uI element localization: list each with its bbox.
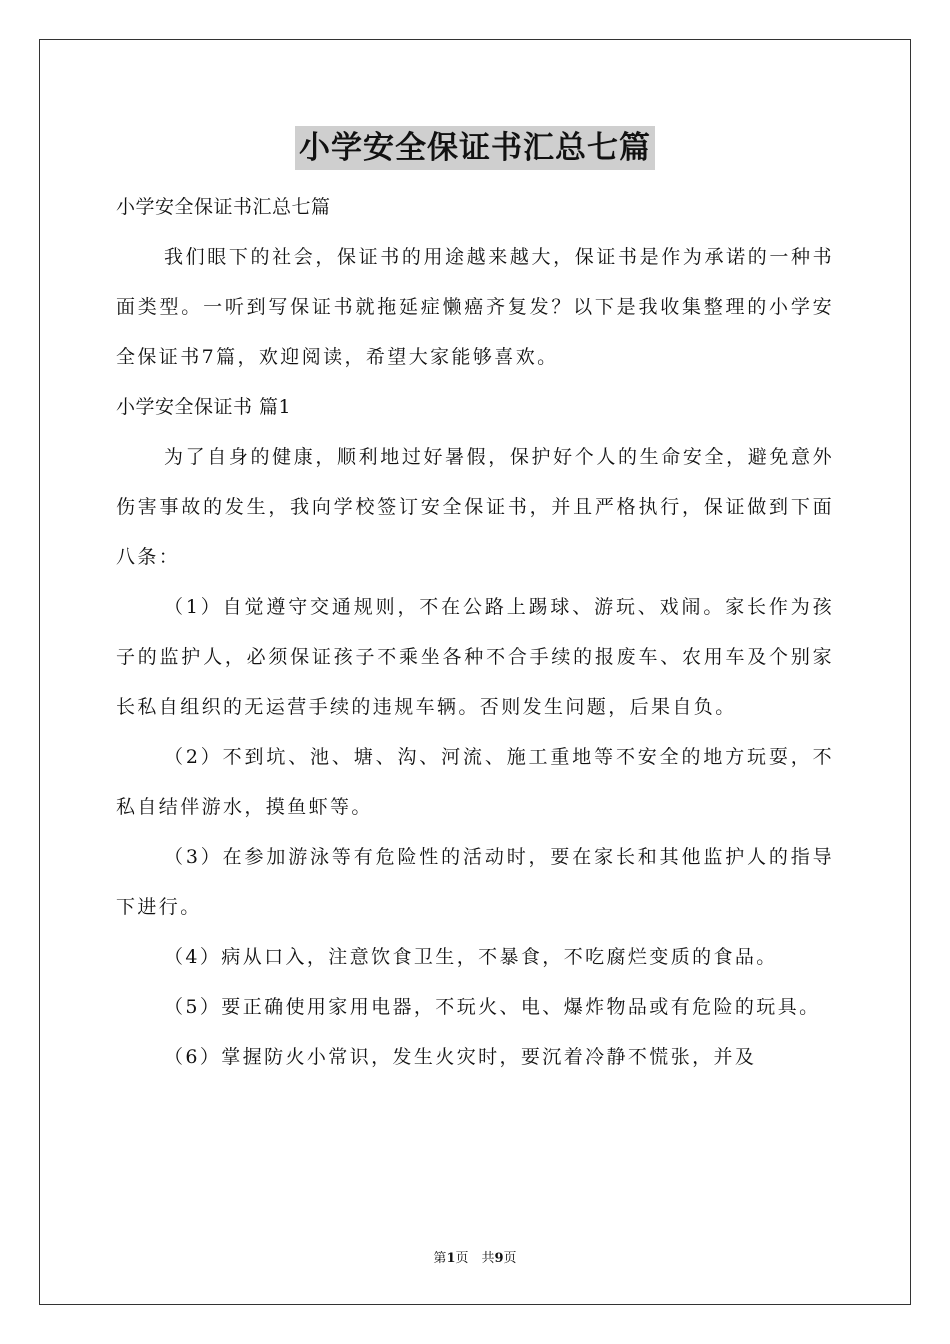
footer-mid: 页 共 [455, 1251, 495, 1266]
intro-paragraph: 我们眼下的社会，保证书的用途越来越大，保证书是作为承诺的一种书面类型。一听到写保证书就拖延症懒癌齐复发？以下是我收集整理的小学安全保证书7篇，欢迎阅读，希望大家能够喜欢。 [116, 246, 834, 368]
rule-1: （1）自觉遵守交通规则，不在公路上踢球、游玩、戏闹。家长作为孩子的监护人，必须保证孩子不乘坐各种不合手续的报废车、农用车及个别家长私自组织的无运营手续的违规车辆。否则发生问题，后果自负。 [116, 596, 834, 718]
title-wrap [0, 126, 950, 170]
page-footer [0, 1247, 950, 1266]
footer-page-number: 1 [446, 1251, 456, 1266]
footer-suffix: 页 [503, 1251, 517, 1266]
section-paragraph: 为了自身的健康，顺利地过好暑假，保护好个人的生命安全，避免意外伤害事故的发生，我向学校签订安全保证书，并且严格执行，保证做到下面八条： [116, 446, 834, 568]
footer-prefix: 第 [433, 1251, 447, 1266]
document-body [116, 182, 834, 1082]
document-subtitle: 小学安全保证书汇总七篇 [116, 196, 331, 218]
rule-6: （6）掌握防火小常识，发生火灾时，要沉着冷静不慌张，并及 [164, 1046, 757, 1068]
document-title: 小学安全保证书汇总七篇 [295, 126, 655, 170]
rule-3: （3）在参加游泳等有危险性的活动时，要在家长和其他监护人的指导下进行。 [116, 846, 834, 918]
rule-2: （2）不到坑、池、塘、沟、河流、施工重地等不安全的地方玩耍，不私自结伴游水，摸鱼虾等。 [116, 746, 834, 818]
rule-4: （4）病从口入，注意饮食卫生，不暴食，不吃腐烂变质的食品。 [164, 946, 778, 968]
section-heading: 小学安全保证书 篇1 [116, 396, 292, 418]
rule-5: （5）要正确使用家用电器，不玩火、电、爆炸物品或有危险的玩具。 [164, 996, 821, 1018]
footer-total-pages: 9 [494, 1251, 504, 1266]
